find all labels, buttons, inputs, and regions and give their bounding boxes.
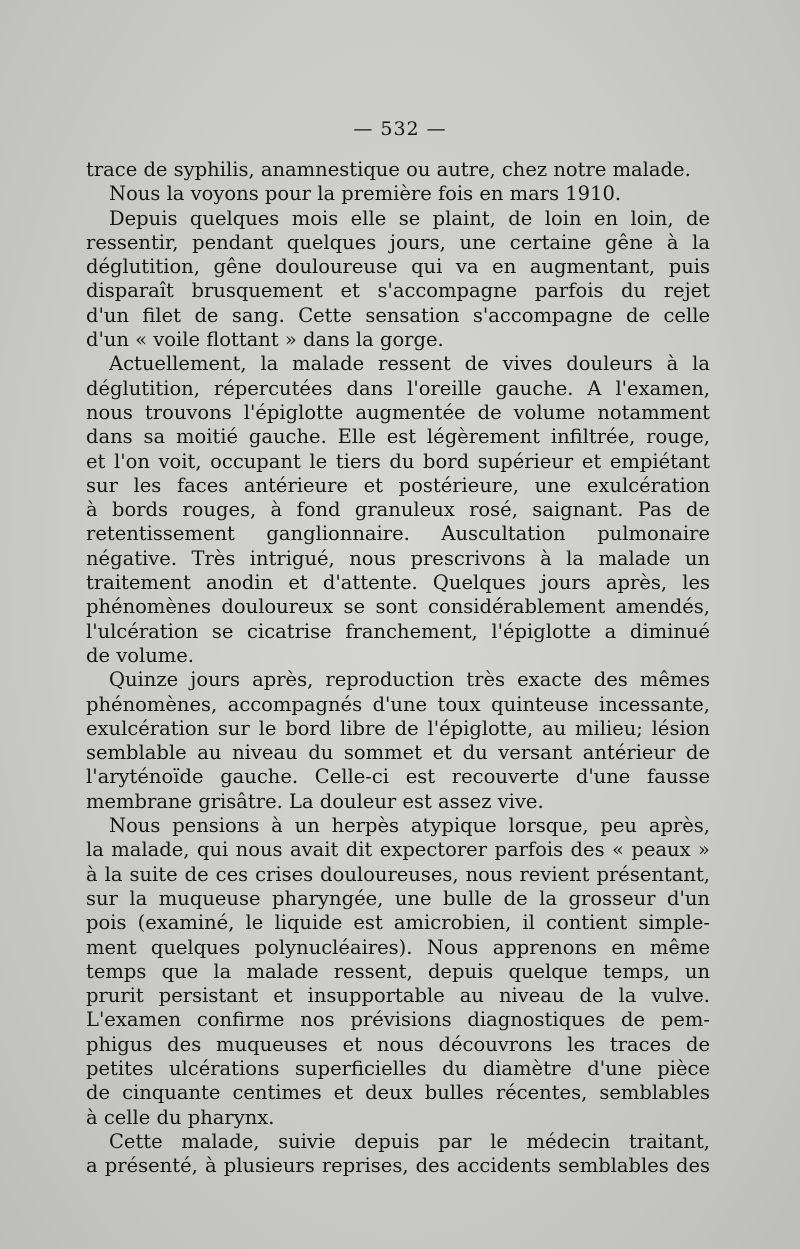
text-line: de cinquante centimes et deux bulles récentes, semblables [86,1081,710,1105]
text-line: Quinze jours après, reproduction très exacte des mêmes [109,668,710,692]
text-line: à bords rouges, à fond granuleux rosé, saignant. Pas de [86,498,710,522]
text-line: Depuis quelques mois elle se plaint, de loin en loin, de [109,206,710,230]
text-line: phénomènes douloureux se sont considérablement amendés, [86,595,710,619]
text-line: Nous la voyons pour la première fois en mars 1910. [109,182,622,206]
text-line: de volume. [86,643,195,667]
text-line: l'aryténoïde gauche. Celle-ci est recouverte d'une fausse [86,765,710,789]
text-line: Nous pensions à un herpès atypique lorsque, peu après, [109,814,710,838]
text-line: sur les faces antérieure et postérieure, une exulcération [86,473,710,497]
text-line: nous trouvons l'épiglotte augmentée de volume notamment [86,400,710,424]
text-line: trace de syphilis, anamnestique ou autre, chez notre malade. [86,158,691,181]
text-line: déglutition, gêne douloureuse qui va en augmentant, puis [86,255,710,279]
text-line: disparaît brusquement et s'accompagne parfois du rejet [86,279,710,303]
text-line: membrane grisâtre. La douleur est assez vive. [86,789,544,813]
text-line: négative. Très intrigué, nous prescrivons à la malade un [86,546,710,570]
text-line: ment quelques polynucléaires). Nous apprenons en même [86,935,710,959]
body-text [86,158,710,1178]
text-line: l'ulcération se cicatrise franchement, l'épiglotte a diminué [86,619,710,643]
text-line: phigus des muqueuses et nous découvrons les traces de [86,1032,710,1056]
text-line: et l'on voit, occupant le tiers du bord supérieur et empiétant [86,449,710,473]
text-line: prurit persistant et insupportable au niveau de la vulve. [86,984,710,1008]
text-line: déglutition, répercutées dans l'oreille gauche. A l'examen, [86,376,710,400]
text-line: L'examen confirme nos prévisions diagnostiques de pem- [86,1008,710,1032]
text-line: à celle du pharynx. [86,1105,275,1129]
page-number: — 532 — [353,118,447,140]
text-line: dans sa moitié gauche. Elle est légèrement infiltrée, rouge, [86,425,710,449]
text-line: traitement anodin et d'attente. Quelques jours après, les [86,571,710,595]
text-line: la malade, qui nous avait dit expectorer parfois des « peaux » [86,838,710,862]
text-line: retentissement ganglionnaire. Auscultation pulmonaire [86,522,710,546]
text-line: petites ulcérations superficielles du diamètre d'une pièce [86,1056,710,1080]
text-line: sur la muqueuse pharyngée, une bulle de la grosseur d'un [86,886,710,910]
text-line: Cette malade, suivie depuis par le médecin traitant, [109,1129,710,1153]
text-line: exulcération sur le bord libre de l'épiglotte, au milieu; lésion [86,716,710,740]
text-line: d'un filet de sang. Cette sensation s'accompagne de celle [86,303,710,327]
text-line: semblable au niveau du sommet et du versant antérieur de [86,741,710,765]
text-line: a présenté, à plusieurs reprises, des accidents semblables des [86,1154,710,1178]
text-line: pois (examiné, le liquide est amicrobien, il contient simple- [86,911,710,935]
text-line: d'un « voile flottant » dans la gorge. [86,328,444,352]
text-line: Actuellement, la malade ressent de vives douleurs à la [109,352,710,376]
text-line: phénomènes, accompagnés d'une toux quinteuse incessante, [86,692,710,716]
text-line: à la suite de ces crises douloureuses, nous revient présentant, [86,862,710,886]
text-line: temps que la malade ressent, depuis quelque temps, un [86,959,710,983]
text-line: ressentir, pendant quelques jours, une certaine gêne à la [86,230,710,254]
